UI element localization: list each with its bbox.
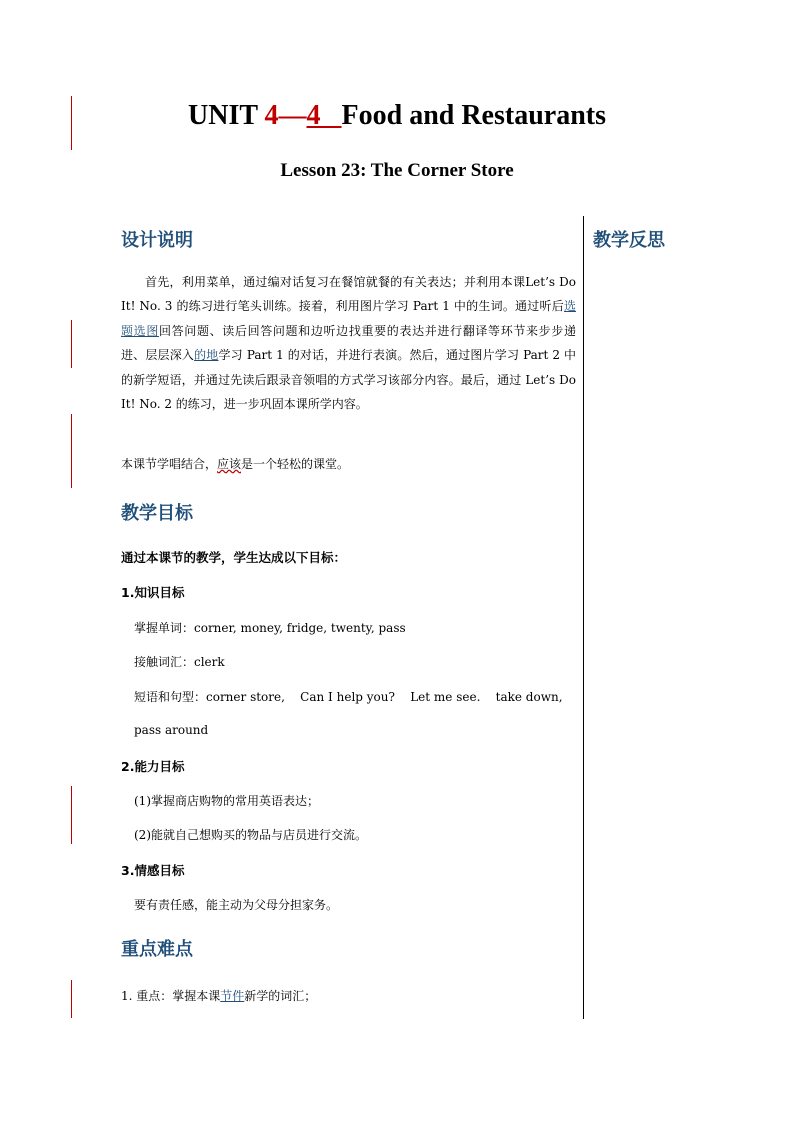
emotion-item: 要有责任感，能主动为父母分担家务。 xyxy=(134,898,339,912)
margin-bar xyxy=(71,980,72,1018)
column-divider xyxy=(583,216,584,1019)
knowledge-heading: 1.知识目标 xyxy=(121,585,185,600)
emotion-heading: 3.情感目标 xyxy=(121,863,185,878)
section-heading-design: 设计说明 xyxy=(121,230,193,251)
margin-bar xyxy=(71,786,72,844)
link-courseware[interactable]: 节件 xyxy=(220,989,245,1003)
link-select-image[interactable]: 选题选图 xyxy=(121,299,576,338)
margin-bar xyxy=(71,320,72,368)
unit-number-1: 4 xyxy=(264,100,279,131)
section-heading-key-points: 重点难点 xyxy=(121,939,193,960)
ability-item: (1)掌握商店购物的常用英语表达； xyxy=(134,794,319,808)
design-paragraph-1: 首先，利用菜单，通过编对话复习在餐馆就餐的有关表达；并利用本课Let’s Do It! No. 3 的练习进行笔头训练。接着，利用图片学习 Part 1 中的生词。通过听后选题选图回答问题、读后回答问题和边听边找重要的表达并进行翻译等环节来步步递进、层层深入的地学习 Part 1 的对话，并进行表演。然后，通过图片学习 Part 2 中的新学短语，并通过先读后跟录音领唱的方式学习该部分内容。最后，通过 Let’s Do It! No. 2 的练习，进一步巩固本课所学内容。 xyxy=(121,275,576,412)
lesson-title: Lesson 23: The Corner Store xyxy=(280,160,514,181)
unit-number-2: 4 xyxy=(306,100,321,131)
knowledge-item: pass around xyxy=(134,723,209,737)
ability-heading: 2.能力目标 xyxy=(121,759,185,774)
unit-title: UNIT 4—4 Food and Restaurants xyxy=(188,100,606,131)
design-paragraph-2: 本课节学唱结合，应该是一个轻松的课堂。 xyxy=(121,457,350,471)
section-heading-objectives: 教学目标 xyxy=(121,503,193,524)
knowledge-item: 掌握单词：corner, money, fridge, twenty, pass xyxy=(134,621,406,635)
knowledge-item: 接触词汇：clerk xyxy=(134,655,225,669)
spellcheck-word: 应该 xyxy=(217,457,242,471)
unit-dash: — xyxy=(278,100,307,131)
reflection-heading: 教学反思 xyxy=(593,230,665,251)
key-point-item: 1. 重点：掌握本课节件新学的词汇； xyxy=(121,989,317,1003)
objectives-intro: 通过本课节的教学，学生达成以下目标： xyxy=(121,550,347,565)
ability-item: (2)能就自己想购买的物品与店员进行交流。 xyxy=(134,828,367,842)
unit-suffix: Food and Restaurants xyxy=(341,100,606,131)
knowledge-item: 短语和句型：corner store, Can I help you? Let me see. take down, xyxy=(134,690,563,704)
link-de[interactable]: 的地 xyxy=(194,348,219,363)
margin-bar xyxy=(71,414,72,488)
